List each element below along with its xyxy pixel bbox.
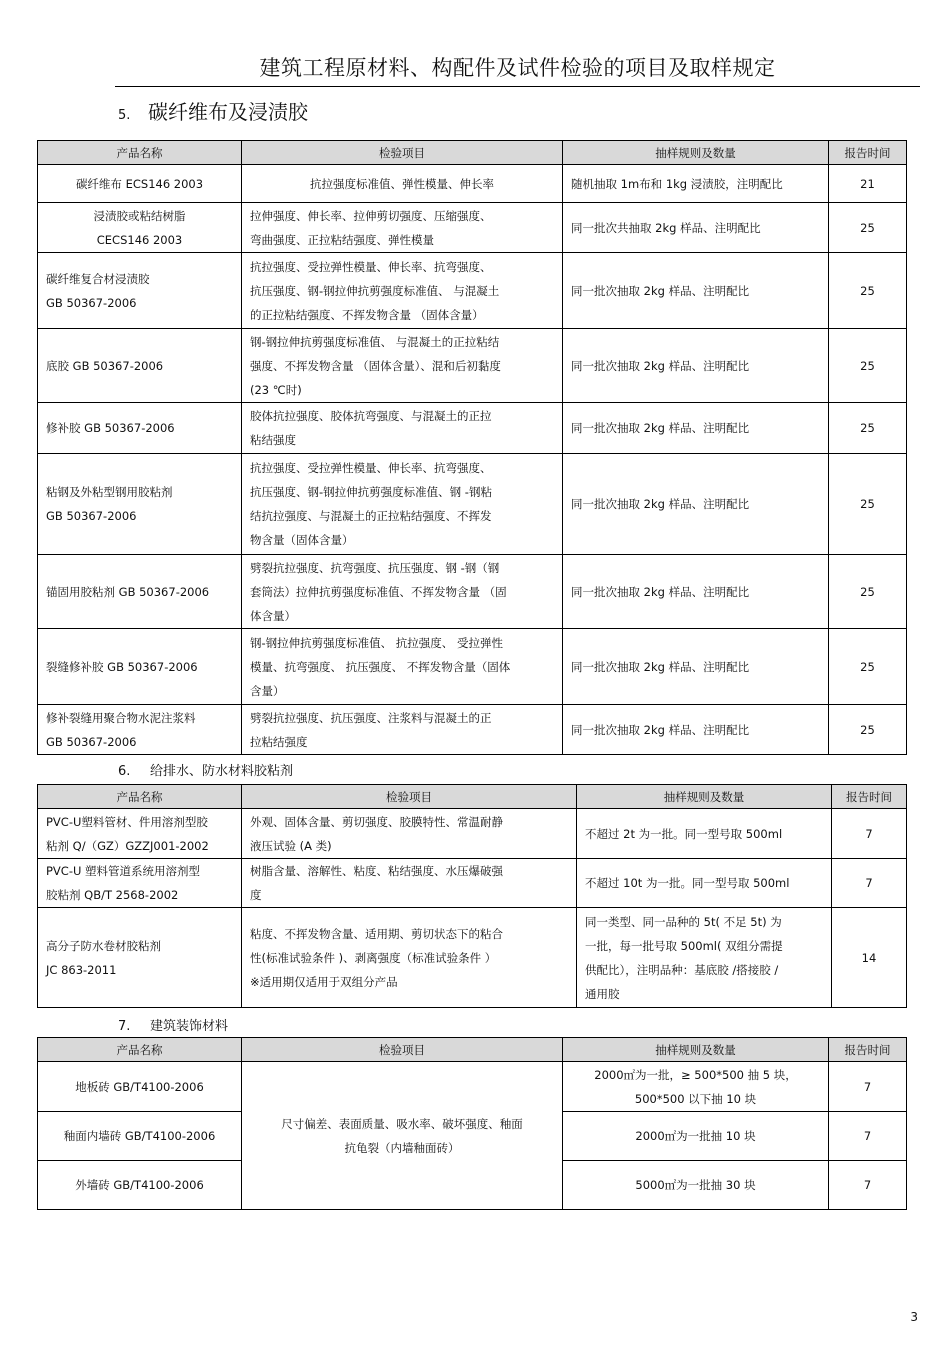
- sampling-rule-cell: 同一批次抽取 2kg 样品、注明配比: [563, 555, 829, 629]
- inspection-items-cell: 钢-钢拉伸抗剪强度标准值、 与混凝土的正拉粘结 强度、不挥发物含量 （固体含量）、混和后初黏度 (23 ℃时): [242, 329, 563, 403]
- table-header-row: [38, 1038, 907, 1062]
- column-header: 产品名称: [38, 141, 242, 165]
- sampling-rule-cell: 同一批次抽取 2kg 样品、注明配比: [563, 403, 829, 454]
- inspection-items-cell: 胶体抗拉强度、胶体抗弯强度、与混凝土的正拉 粘结强度: [242, 403, 563, 454]
- product-name-cell: PVC-U塑料管材、件用溶剂型胶 粘剂 Q/（GZ）GZZJ001-2002: [38, 809, 242, 859]
- product-name-cell: 碳纤维布 ECS146 2003: [38, 165, 242, 203]
- product-name-cell: 修补胶 GB 50367-2006: [38, 403, 242, 454]
- sampling-rule-cell: 同一类型、同一品种的 5t( 不足 5t) 为 一批，每一批号取 500ml( 双组分需提 供配比），注明品种：基底胶 /搭接胶 / 通用胶: [577, 908, 832, 1008]
- table-row: [38, 908, 907, 1008]
- section-number: 5.: [118, 108, 131, 123]
- inspection-items-cell: 外观、固体含量、剪切强度、胶膜特性、常温耐静 液压试验 (A 类): [242, 809, 577, 859]
- product-name-cell: 高分子防水卷材胶粘剂 JC 863-2011: [38, 908, 242, 1008]
- column-header: 产品名称: [38, 785, 242, 809]
- report-time-cell: 25: [829, 253, 907, 329]
- report-time-cell: 7: [829, 1112, 907, 1161]
- section-7-heading: [118, 1015, 228, 1034]
- table-row: [38, 555, 907, 629]
- sampling-rule-cell: 5000㎡为一批抽 30 块: [563, 1161, 829, 1210]
- table-row: [38, 859, 907, 908]
- column-header: 检验项目: [242, 141, 563, 165]
- table-row: [38, 403, 907, 454]
- report-time-cell: 7: [832, 859, 907, 908]
- sampling-rule-cell: 同一批次共抽取 2kg 样品、注明配比: [563, 203, 829, 253]
- column-header: 抽样规则及数量: [563, 1038, 829, 1062]
- column-header: 抽样规则及数量: [563, 141, 829, 165]
- table-row: [38, 705, 907, 755]
- report-time-cell: 7: [829, 1161, 907, 1210]
- section-5-heading: [118, 96, 308, 125]
- table-row: [38, 454, 907, 555]
- sampling-rule-cell: 不超过 2t 为一批。同一型号取 500ml: [577, 809, 832, 859]
- section-title: 给排水、防水材料胶粘剂: [150, 764, 294, 779]
- table-row: [38, 253, 907, 329]
- report-time-cell: 21: [829, 165, 907, 203]
- report-time-cell: 14: [832, 908, 907, 1008]
- decoration-table: [37, 1037, 907, 1210]
- column-header: 抽样规则及数量: [577, 785, 832, 809]
- table-row: [38, 203, 907, 253]
- sampling-rule-cell: 同一批次抽取 2kg 样品、注明配比: [563, 253, 829, 329]
- inspection-items-cell: 劈裂抗拉强度、抗弯强度、抗压强度、钢 -钢（钢 套筒法）拉伸抗剪强度标准值、不挥发物含量 （固 体含量）: [242, 555, 563, 629]
- report-time-cell: 7: [829, 1062, 907, 1112]
- product-name-cell: PVC-U 塑料管道系统用溶剂型 胶粘剂 QB/T 2568-2002: [38, 859, 242, 908]
- inspection-items-cell: 钢-钢拉伸抗剪强度标准值、 抗拉强度、 受拉弹性 模量、抗弯强度、 抗压强度、 不挥发物含量（固体 含量）: [242, 629, 563, 705]
- sampling-rule-cell: 2000㎡为一批抽 10 块: [563, 1112, 829, 1161]
- column-header: 检验项目: [242, 1038, 563, 1062]
- section-title: 建筑装饰材料: [150, 1019, 229, 1034]
- column-header: 报告时间: [829, 1038, 907, 1062]
- product-name-cell: 地板砖 GB/T4100-2006: [38, 1062, 242, 1112]
- report-time-cell: 25: [829, 203, 907, 253]
- product-name-cell: 粘钢及外粘型钢用胶粘剂 GB 50367-2006: [38, 454, 242, 555]
- table-header-row: [38, 785, 907, 809]
- inspection-items-cell: 树脂含量、溶解性、粘度、粘结强度、水压爆破强 度: [242, 859, 577, 908]
- sampling-rule-cell: 同一批次抽取 2kg 样品、注明配比: [563, 454, 829, 555]
- sampling-rule-cell: 2000㎡为一批，≥ 500*500 抽 5 块， 500*500 以下抽 10 块: [563, 1062, 829, 1112]
- inspection-items-cell: 抗拉强度、受拉弹性模量、伸长率、抗弯强度、 抗压强度、钢-钢拉伸抗剪强度标准值、 与混凝土 的正拉粘结强度、不挥发物含量 （固体含量）: [242, 253, 563, 329]
- table-row: [38, 1062, 907, 1112]
- sampling-rule-cell: 同一批次抽取 2kg 样品、注明配比: [563, 629, 829, 705]
- product-name-cell: 浸渍胶或粘结树脂 CECS146 2003: [38, 203, 242, 253]
- sampling-rule-cell: 同一批次抽取 2kg 样品、注明配比: [563, 705, 829, 755]
- page-number: 3: [910, 1310, 918, 1324]
- table-row: [38, 629, 907, 705]
- report-time-cell: 25: [829, 454, 907, 555]
- product-name-cell: 锚固用胶粘剂 GB 50367-2006: [38, 555, 242, 629]
- inspection-items-cell: 尺寸偏差、表面质量、吸水率、破坏强度、釉面 抗龟裂（内墙釉面砖）: [242, 1062, 563, 1210]
- table-row: [38, 165, 907, 203]
- report-time-cell: 7: [832, 809, 907, 859]
- page-title: 建筑工程原材料、构配件及试件检验的项目及取样规定: [115, 52, 920, 87]
- adhesive-table: [37, 784, 907, 1008]
- column-header: 报告时间: [832, 785, 907, 809]
- product-name-cell: 碳纤维复合材浸渍胶 GB 50367-2006: [38, 253, 242, 329]
- inspection-items-cell: 抗拉强度标准值、弹性模量、伸长率: [242, 165, 563, 203]
- report-time-cell: 25: [829, 403, 907, 454]
- inspection-items-cell: 抗拉强度、受拉弹性模量、伸长率、抗弯强度、 抗压强度、钢-钢拉伸抗剪强度标准值、钢 -钢粘 结抗拉强度、与混凝土的正拉粘结强度、不挥发 物含量（固体含量）: [242, 454, 563, 555]
- product-name-cell: 裂缝修补胶 GB 50367-2006: [38, 629, 242, 705]
- inspection-items-cell: 拉伸强度、伸长率、拉伸剪切强度、压缩强度、 弯曲强度、正拉粘结强度、弹性模量: [242, 203, 563, 253]
- table-row: [38, 329, 907, 403]
- product-name-cell: 底胶 GB 50367-2006: [38, 329, 242, 403]
- report-time-cell: 25: [829, 329, 907, 403]
- carbon-fiber-table: [37, 140, 907, 755]
- report-time-cell: 25: [829, 629, 907, 705]
- product-name-cell: 修补裂缝用聚合物水泥注浆料 GB 50367-2006: [38, 705, 242, 755]
- sampling-rule-cell: 随机抽取 1m布和 1kg 浸渍胶，注明配比: [563, 165, 829, 203]
- section-number: 6.: [118, 764, 131, 779]
- table-header-row: [38, 141, 907, 165]
- column-header: 检验项目: [242, 785, 577, 809]
- inspection-items-cell: 粘度、不挥发物含量、适用期、剪切状态下的粘合 性(标准试验条件 )、剥离强度（标准试验条件 ） ※适用期仅适用于双组分产品: [242, 908, 577, 1008]
- report-time-cell: 25: [829, 555, 907, 629]
- sampling-rule-cell: 同一批次抽取 2kg 样品、注明配比: [563, 329, 829, 403]
- table-row: [38, 809, 907, 859]
- column-header: 产品名称: [38, 1038, 242, 1062]
- report-time-cell: 25: [829, 705, 907, 755]
- sampling-rule-cell: 不超过 10t 为一批。同一型号取 500ml: [577, 859, 832, 908]
- section-number: 7.: [118, 1019, 131, 1034]
- product-name-cell: 釉面内墙砖 GB/T4100-2006: [38, 1112, 242, 1161]
- product-name-cell: 外墙砖 GB/T4100-2006: [38, 1161, 242, 1210]
- section-6-heading: [118, 760, 293, 779]
- inspection-items-cell: 劈裂抗拉强度、抗压强度、注浆料与混凝土的正 拉粘结强度: [242, 705, 563, 755]
- column-header: 报告时间: [829, 141, 907, 165]
- section-title: 碳纤维布及浸渍胶: [148, 100, 308, 124]
